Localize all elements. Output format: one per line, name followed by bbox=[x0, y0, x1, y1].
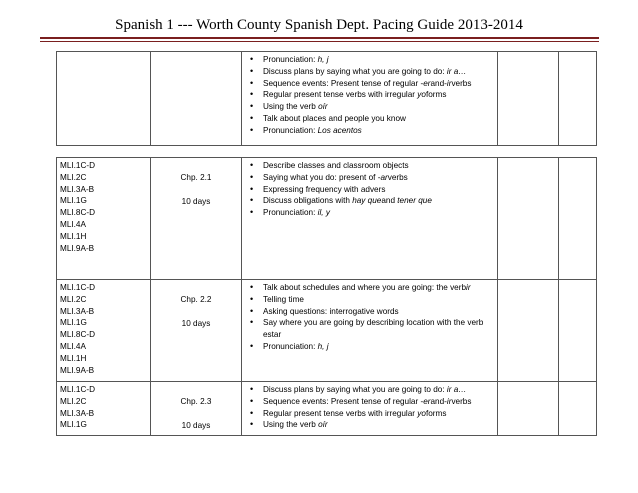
standard-code: MLI.9A-B bbox=[60, 243, 95, 253]
standards-cell bbox=[57, 52, 151, 146]
objective-item bbox=[263, 160, 494, 172]
objective-text: and bbox=[381, 196, 398, 206]
days-label: 10 days bbox=[181, 318, 211, 328]
objective-term: ir bbox=[446, 396, 452, 406]
objective-text: Say where you are going by describing location with the verb estar bbox=[263, 318, 484, 340]
table-row bbox=[57, 280, 597, 382]
objective-text: Expressing frequency with advers bbox=[263, 184, 386, 194]
objective-term: h, j bbox=[317, 55, 329, 64]
objective-item bbox=[263, 125, 494, 137]
objectives-cell bbox=[242, 52, 498, 146]
standards-cell bbox=[57, 382, 151, 436]
standard-code: MLI.8C-D bbox=[60, 330, 96, 340]
standard-code: MLI.3A-B bbox=[60, 408, 95, 418]
objective-text: Telling time bbox=[263, 294, 304, 304]
extra-cell bbox=[559, 280, 597, 382]
days-label: 10 days bbox=[181, 196, 211, 206]
objective-term: yo bbox=[417, 90, 426, 100]
chapter-label: Chp. 2.2 bbox=[180, 295, 212, 304]
objective-term: oír bbox=[318, 420, 328, 430]
notes-cell bbox=[498, 52, 559, 146]
objective-text: Regular present tense verbs with irregular bbox=[263, 408, 418, 418]
objective-text: verbs bbox=[451, 396, 472, 406]
chapter-cell bbox=[151, 158, 242, 280]
objectives-list bbox=[245, 54, 494, 137]
notes-cell bbox=[498, 280, 559, 382]
chapter-cell bbox=[151, 52, 242, 146]
title-underline bbox=[40, 37, 599, 39]
objective-item bbox=[263, 419, 494, 431]
objective-text: Discuss plans by saying what you are going to do: bbox=[263, 66, 447, 76]
objective-item bbox=[263, 195, 494, 207]
standard-code: MLI.1G bbox=[60, 196, 87, 206]
pacing-table-continued bbox=[56, 51, 597, 146]
objectives-list bbox=[245, 282, 494, 353]
standard-code: MLI.3A-B bbox=[60, 306, 95, 316]
notes-cell bbox=[498, 382, 559, 436]
objective-item bbox=[263, 54, 494, 66]
objective-text: Using the verb bbox=[263, 420, 319, 430]
objective-term: il, y bbox=[317, 208, 330, 218]
objective-text: Describe classes and classroom objects bbox=[263, 161, 409, 170]
standard-code: MLI.2C bbox=[60, 172, 87, 182]
objective-text: Sequence events: Present tense of regular - bbox=[263, 78, 424, 88]
standard-code: MLI.4A bbox=[60, 219, 86, 229]
objective-text: Discuss obligations with bbox=[263, 196, 353, 206]
objective-text: Talk about places and people you know bbox=[263, 113, 406, 123]
standard-code: MLI.1H bbox=[60, 231, 87, 241]
extra-cell bbox=[559, 52, 597, 146]
objective-text: Saying what you do: present of - bbox=[263, 172, 381, 182]
standard-code: MLI.1C-D bbox=[60, 385, 96, 394]
objective-item bbox=[263, 172, 494, 184]
objective-text: and- bbox=[430, 396, 447, 406]
pacing-table bbox=[56, 157, 597, 436]
objective-item bbox=[263, 89, 494, 101]
objective-item bbox=[263, 396, 494, 408]
objective-term: ar bbox=[380, 172, 388, 182]
objective-text: Using the verb bbox=[263, 102, 319, 112]
objective-term: Los acentos bbox=[317, 125, 362, 135]
objective-item bbox=[263, 408, 494, 420]
days-label: 10 days bbox=[181, 420, 211, 430]
table-row bbox=[57, 382, 597, 436]
objective-term: ir bbox=[466, 283, 471, 292]
objective-term: tener que bbox=[397, 196, 432, 206]
page-title: Spanish 1 --- Worth County Spanish Dept. Pacing Guide 2013-2014 bbox=[115, 17, 523, 33]
standard-code: MLI.1G bbox=[60, 318, 87, 328]
objective-term: oír bbox=[318, 102, 328, 112]
chapter-cell bbox=[151, 280, 242, 382]
objective-item bbox=[263, 282, 494, 294]
objective-text: verbs bbox=[451, 78, 472, 88]
standard-code: MLI.1C-D bbox=[60, 283, 96, 292]
objective-item bbox=[263, 384, 494, 396]
chapter-label: Chp. 2.3 bbox=[180, 397, 212, 406]
standard-code: MLI.1H bbox=[60, 353, 87, 363]
title-underline-thin bbox=[40, 41, 599, 42]
objective-term: ir a… bbox=[446, 385, 467, 394]
objective-text: verbs bbox=[387, 172, 408, 182]
objective-term: hay que bbox=[352, 196, 382, 206]
objectives-list bbox=[245, 160, 494, 219]
extra-cell bbox=[559, 158, 597, 280]
objective-text: Asking questions: interrogative words bbox=[263, 306, 399, 316]
objective-term: h, j bbox=[317, 341, 329, 351]
standard-code: MLI.3A-B bbox=[60, 184, 95, 194]
extra-cell bbox=[559, 382, 597, 436]
objective-item bbox=[263, 66, 494, 78]
objective-item bbox=[263, 184, 494, 196]
objective-item bbox=[263, 101, 494, 113]
notes-cell bbox=[498, 158, 559, 280]
objective-text: Pronunciation: bbox=[263, 341, 318, 351]
table-row bbox=[57, 158, 597, 280]
chapter-cell bbox=[151, 382, 242, 436]
standard-code: MLI.4A bbox=[60, 341, 86, 351]
standard-code: MLI.1C-D bbox=[60, 161, 96, 170]
objective-term: er bbox=[423, 78, 431, 88]
standard-code: MLI.9A-B bbox=[60, 365, 95, 375]
objective-text: and- bbox=[430, 78, 447, 88]
objective-text: Pronunciation: bbox=[263, 125, 318, 135]
objective-item bbox=[263, 317, 494, 341]
standards-cell bbox=[57, 158, 151, 280]
objective-term: ir bbox=[446, 78, 452, 88]
objective-text: forms bbox=[425, 408, 447, 418]
objective-item bbox=[263, 207, 494, 219]
objective-text: forms bbox=[425, 90, 447, 100]
objective-text: Regular present tense verbs with irregular bbox=[263, 90, 418, 100]
standard-code: MLI.1G bbox=[60, 420, 87, 430]
objective-item bbox=[263, 294, 494, 306]
objective-text: Discuss plans by saying what you are going to do: bbox=[263, 385, 447, 394]
objectives-list bbox=[245, 384, 494, 431]
objective-text: Pronunciation: bbox=[263, 208, 318, 218]
standard-code: MLI.2C bbox=[60, 396, 87, 406]
objective-item bbox=[263, 113, 494, 125]
objective-text: Pronunciation: bbox=[263, 55, 318, 64]
objective-term: yo bbox=[417, 408, 426, 418]
objective-item bbox=[263, 78, 494, 90]
standard-code: MLI.2C bbox=[60, 294, 87, 304]
objectives-cell bbox=[242, 280, 498, 382]
standards-cell bbox=[57, 280, 151, 382]
objective-text: Sequence events: Present tense of regular - bbox=[263, 396, 424, 406]
objective-item bbox=[263, 306, 494, 318]
table-row bbox=[57, 52, 597, 146]
chapter-label: Chp. 2.1 bbox=[180, 173, 212, 182]
objective-term: ir a… bbox=[446, 66, 467, 76]
objective-text: Talk about schedules and where you are going: the verb bbox=[263, 283, 466, 292]
objectives-cell bbox=[242, 158, 498, 280]
standard-code: MLI.8C-D bbox=[60, 208, 96, 218]
objectives-cell bbox=[242, 382, 498, 436]
objective-term: er bbox=[423, 396, 431, 406]
objective-item bbox=[263, 341, 494, 353]
